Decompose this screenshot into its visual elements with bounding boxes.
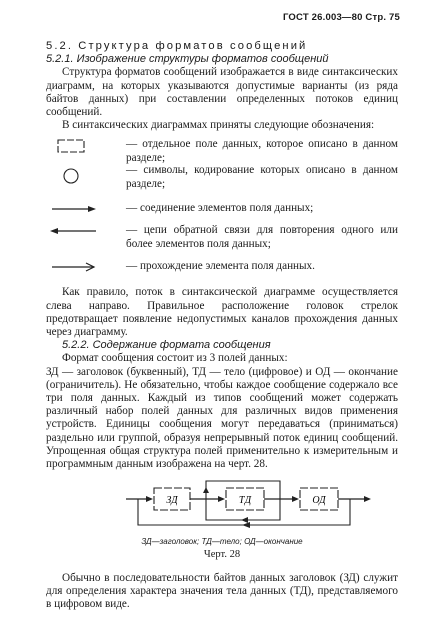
diagram-box-label: ТД: [238, 495, 252, 507]
subsection-title-content: 5.2.2. Содержание формата сообщения: [62, 339, 271, 352]
diagram-box-label: ЗД: [166, 495, 178, 507]
legend-item: [46, 202, 398, 224]
paragraph-header-purpose: Обычно в последовательности байтов данных заголовок (ЗД) служит для определения характера значения тела данных (ТД), представляемого в цифровом виде.: [46, 571, 398, 611]
figure-caption: ЗД—заголовок; ТД—тело; ОД—окончание: [141, 537, 303, 547]
page-header: ГОСТ 26.003—80 Стр. 75: [282, 12, 400, 23]
diagram-box-label: ОД: [312, 495, 326, 507]
arrow-right-symbol-icon: [46, 202, 106, 220]
legend-list: [46, 138, 398, 280]
syntax-diagram: [46, 473, 398, 535]
legend-item: [46, 224, 398, 260]
legend-text: — символы, кодирование которых описано в данном разделе;: [126, 164, 398, 190]
subsection-title-structure: 5.2.1. Изображение структуры форматов сообщений: [46, 53, 329, 66]
page-content: [46, 40, 398, 611]
legend-item: [46, 260, 398, 280]
paragraph-flow: Как правило, поток в синтаксической диаграмме осуществляется слева направо. Правильное расположение головок стрелок предотвращает появление недопустимых каналов прохождения данных через диаграмму.: [46, 286, 398, 339]
circle-symbol-icon: [46, 164, 106, 192]
paragraph-structure: Структура форматов сообщений изображается в виде синтаксических диаграмм, на которых указываются допустимые варианты (из ряда байтов данных) при составлении определенных потоков единиц сообщений.: [46, 66, 398, 119]
legend-item: [46, 164, 398, 202]
legend-text: — отдельное поле данных, которое описано в данном разделе;: [126, 138, 398, 164]
arrow-left-symbol-icon: [46, 224, 106, 242]
rectangle-symbol-icon: [46, 138, 106, 162]
paragraph-fields: ЗД — заголовок (буквенный), ТД — тело (цифровое) и ОД — окончание (ограничитель). Не обязательно, чтобы каждое сообщение содержало все три поля данных. Каждый из типов сообщений может содержать различный набор полей данных для различных видов применения устройств. Единицы сообщения могут передаваться (приниматься) раздельно или группой, образуя непрерывный поток единиц сообщений. Упрощенная общая структура полей применительно к измерительным и программным данным изображена на черт. 28.: [46, 365, 398, 471]
open-arrow-symbol-icon: [46, 260, 106, 278]
legend-text: — прохождение элемента поля данных.: [126, 260, 315, 273]
legend-text: — цепи обратной связи для повторения одного или более элементов поля данных;: [126, 224, 398, 250]
legend-text: — соединение элементов поля данных;: [126, 202, 314, 215]
figure-number: Черт. 28: [203, 549, 241, 561]
paragraph-format-intro: Формат сообщения состоит из 3 полей данных:: [62, 352, 288, 365]
legend-item: [46, 138, 398, 164]
section-title: 5.2. Структура форматов сообщений: [46, 40, 308, 52]
legend-intro: В синтаксических диаграммах приняты следующие обозначения:: [62, 119, 375, 132]
